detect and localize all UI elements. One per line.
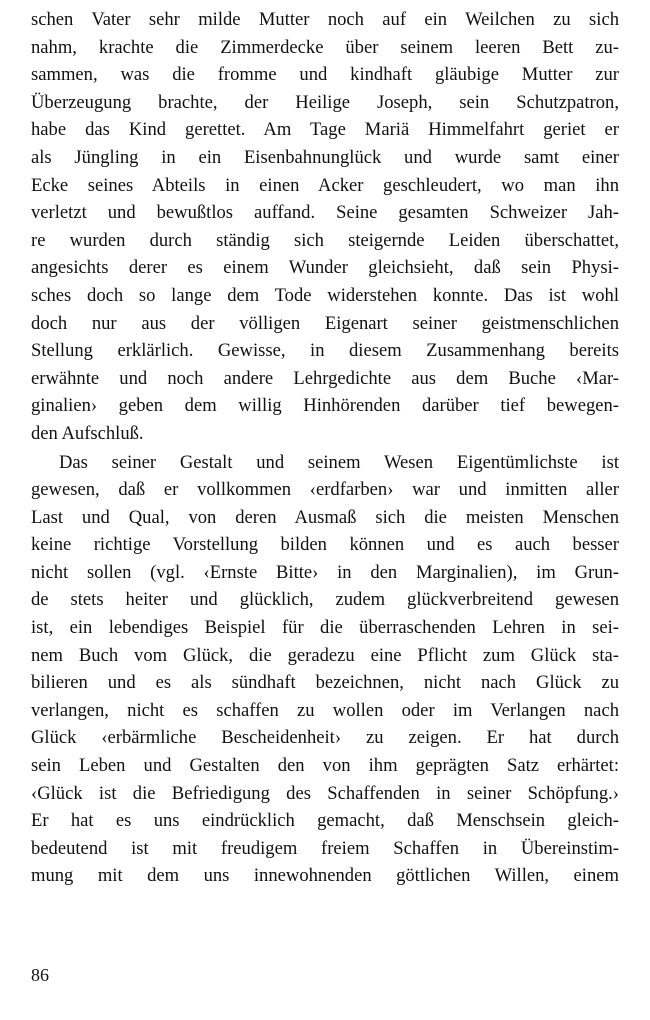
text-line: verlangen, nicht es schaffen zu wollen oder im Verlangen nach [31,699,619,721]
text-line: de stets heiter und glücklich, zudem glückverbreitend gewesen [31,589,619,611]
text-line: sein Leben und Gestalten den von ihm geprägten Satz erhärtet: [31,755,619,777]
text-line: bedeutend ist mit freudigem freiem Schaffen in Übereinstim- [31,837,619,859]
text-line: Überzeugung brachte, der Heilige Joseph, sein Schutzpatron, [31,91,619,113]
text-line: re wurden durch ständig sich steigernde Leiden überschattet, [31,229,619,251]
text-line: nem Buch vom Glück, die geradezu eine Pflicht zum Glück sta- [31,644,619,666]
text-line: den Aufschluß. [31,422,144,444]
text-line: Stellung erklärlich. Gewisse, in diesem Zusammenhang bereits [31,340,619,362]
text-line: schen Vater sehr milde Mutter noch auf ein Weilchen zu sich [31,9,619,30]
text-line: sches doch so lange dem Tode widerstehen konnte. Das ist wohl [31,284,619,306]
text-line: ginalien› geben dem willig Hinhörenden darüber tief bewegen- [31,395,619,417]
text-line: keine richtige Vorstellung bilden können und es auch besser [31,534,619,556]
text-line: nicht sollen (vgl. ‹Ernste Bitte› in den Marginalien), im Grun- [31,561,619,583]
text-line: Last und Qual, von deren Ausmaß sich die meisten Menschen [31,506,619,528]
text-line: Er hat es uns eindrücklich gemacht, daß Menschsein gleich- [31,810,619,832]
text-line: ist, ein lebendiges Beispiel für die überraschenden Lehren in sei- [31,617,619,639]
text-line: erwähnte und noch andere Lehrgedichte aus dem Buche ‹Mar- [31,367,619,389]
paragraph-1 [31,6,619,448]
text-line: verletzt und bewußtlos auffand. Seine gesamten Schweizer Jah- [31,202,619,224]
text-line: ‹Glück ist die Befriedigung des Schaffenden in seiner Schöpfung.› [31,782,619,804]
text-line: sammen, was die fromme und kindhaft gläubige Mutter zur [31,64,619,86]
text-line: habe das Kind gerettet. Am Tage Mariä Himmelfahrt geriet er [31,119,619,141]
text-line: angesichts derer es einem Wunder gleichsieht, daß sein Physi- [31,257,619,279]
text-line: gewesen, daß er vollkommen ‹erdfarben› war und inmitten aller [31,479,619,501]
text-line: doch nur aus der völligen Eigenart seiner geistmenschlichen [31,312,619,334]
page-number: 86 [31,965,49,985]
text-line: als Jüngling in ein Eisenbahnunglück und wurde samt einer [31,146,619,168]
text-line: Das seiner Gestalt und seinem Wesen Eigentümlichste ist [59,451,619,473]
text-line: Glück ‹erbärmliche Bescheidenheit› zu zeigen. Er hat durch [31,727,619,749]
text-line: mung mit dem uns innewohnenden göttlichen Willen, einem [31,865,619,887]
text-line: Ecke seines Abteils in einen Acker geschleudert, wo man ihn [31,174,619,196]
text-line: nahm, krachte die Zimmerdecke über seinem leeren Bett zu- [31,36,619,58]
text-line: bilieren und es als sündhaft bezeichnen, nicht nach Glück zu [31,672,619,694]
paragraph-2 [31,449,619,891]
body-text [31,6,619,890]
